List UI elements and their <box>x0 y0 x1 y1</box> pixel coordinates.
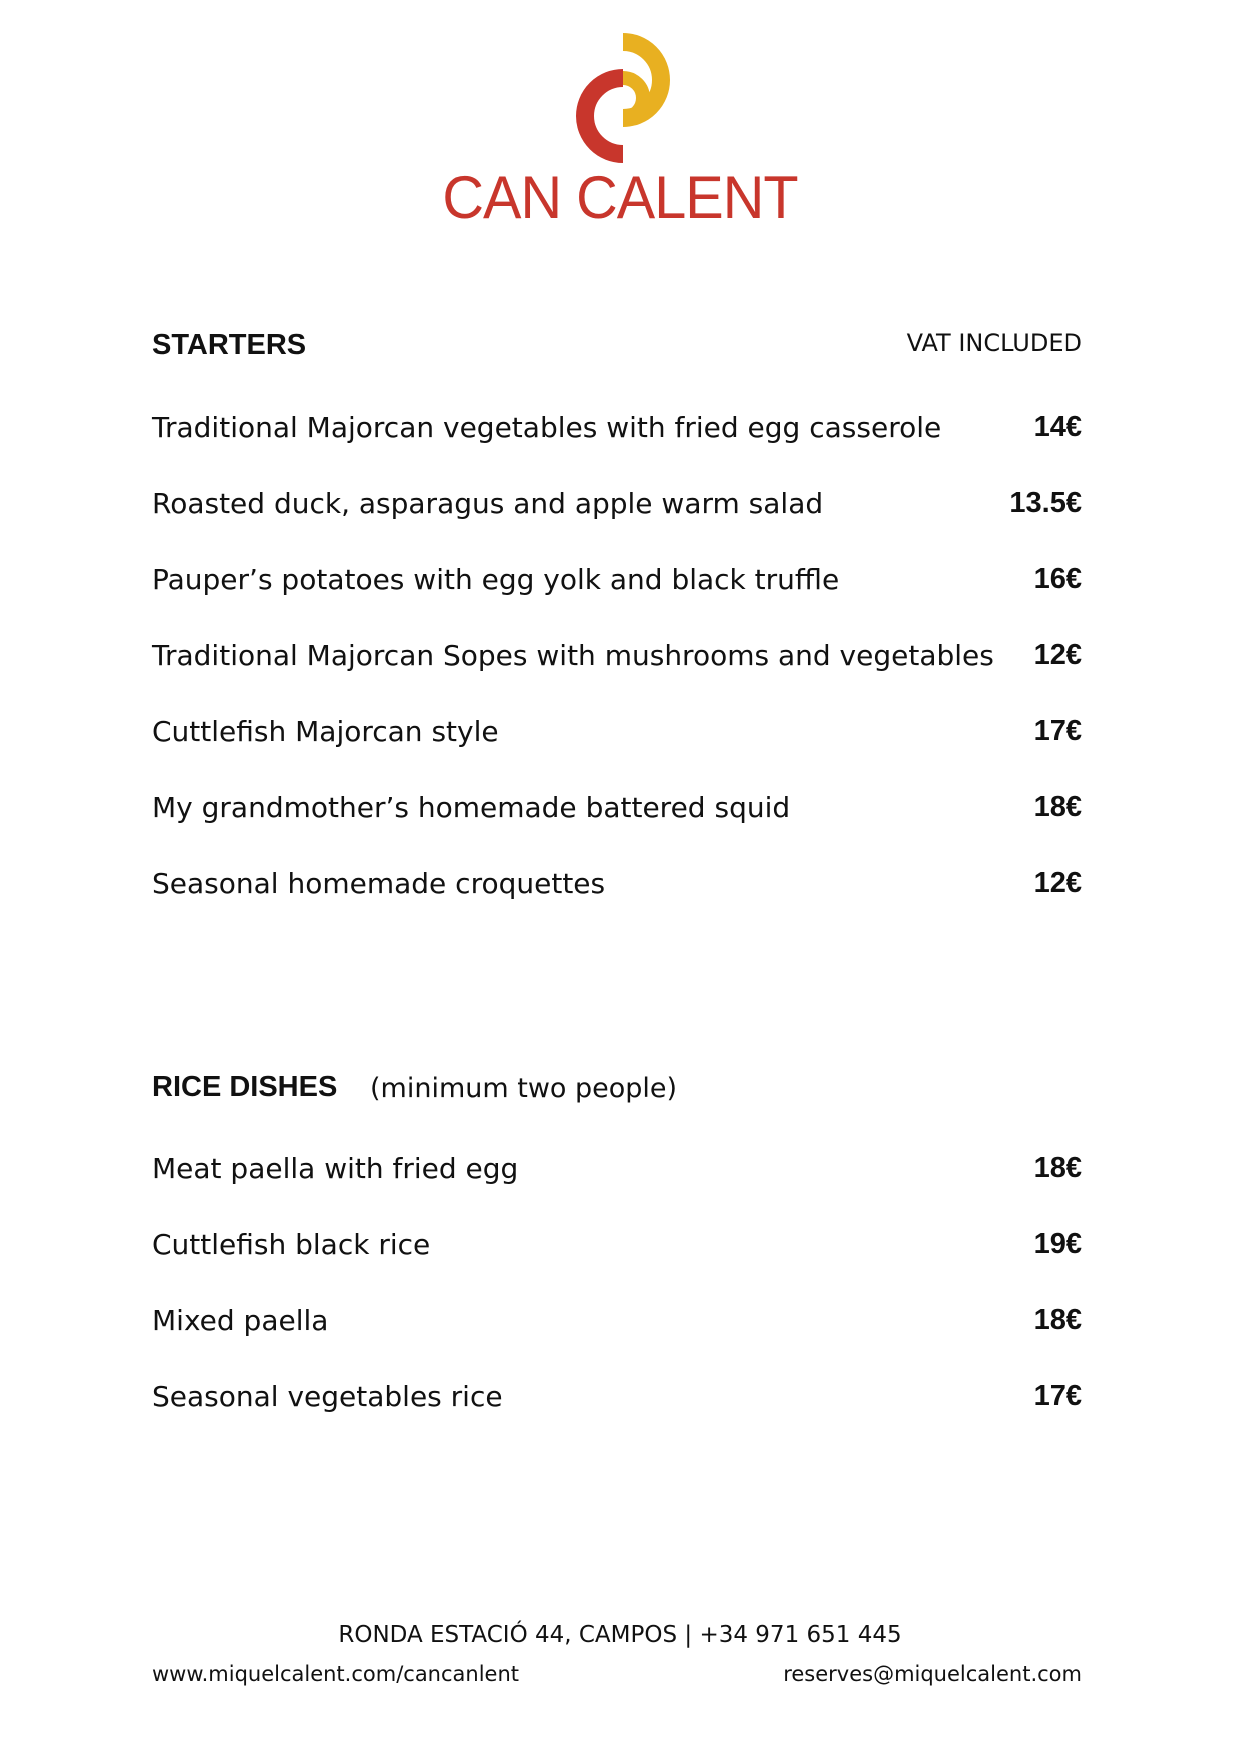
brand-name: CAN CALENT <box>442 164 798 231</box>
item-name: Mixed paella <box>152 1303 329 1337</box>
starters-heading: STARTERS <box>152 329 307 361</box>
item-price: 17€ <box>1033 1379 1082 1412</box>
item-price: 18€ <box>1033 790 1082 823</box>
menu-item <box>152 410 1082 444</box>
item-name: Cuttlefish Majorcan style <box>152 714 499 748</box>
menu-item <box>152 1227 1082 1261</box>
logo-icon <box>567 30 679 166</box>
vat-note: VAT INCLUDED <box>906 329 1082 357</box>
item-price: 18€ <box>1033 1151 1082 1184</box>
menu-item <box>152 866 1082 900</box>
rice-note: (minimum two people) <box>370 1073 678 1104</box>
item-name: Pauper’s potatoes with egg yolk and black truffle <box>152 562 840 596</box>
menu-item <box>152 1379 1082 1413</box>
item-name: Meat paella with fried egg <box>152 1151 519 1185</box>
item-name: Roasted duck, asparagus and apple warm salad <box>152 486 824 520</box>
item-price: 18€ <box>1033 1303 1082 1336</box>
menu-item <box>152 790 1082 824</box>
item-price: 12€ <box>1033 866 1082 899</box>
menu-item <box>152 638 1082 672</box>
item-name: Cuttlefish black rice <box>152 1227 431 1261</box>
menu-item <box>152 1151 1082 1185</box>
item-price: 19€ <box>1033 1227 1082 1260</box>
item-price: 13.5€ <box>1009 486 1082 519</box>
menu-item <box>152 486 1082 520</box>
menu-item <box>152 562 1082 596</box>
website-link[interactable]: www.miquelcalent.com/cancanlent <box>152 1662 520 1686</box>
footer-address: RONDA ESTACIÓ 44, CAMPOS | +34 971 651 445 <box>338 1622 902 1648</box>
menu-item <box>152 1303 1082 1337</box>
menu-item <box>152 714 1082 748</box>
item-price: 17€ <box>1033 714 1082 747</box>
item-price: 16€ <box>1033 562 1082 595</box>
item-name: Traditional Majorcan Sopes with mushrooms and vegetables <box>152 638 994 672</box>
item-price: 14€ <box>1033 410 1082 443</box>
item-name: Seasonal homemade croquettes <box>152 866 606 900</box>
item-name: My grandmother’s homemade battered squid <box>152 790 791 824</box>
rice-heading: RICE DISHES <box>152 1071 338 1103</box>
item-price: 12€ <box>1033 638 1082 671</box>
email-link[interactable]: reserves@miquelcalent.com <box>783 1662 1082 1686</box>
item-name: Traditional Majorcan vegetables with fried egg casserole <box>152 410 942 444</box>
item-name: Seasonal vegetables rice <box>152 1379 503 1413</box>
